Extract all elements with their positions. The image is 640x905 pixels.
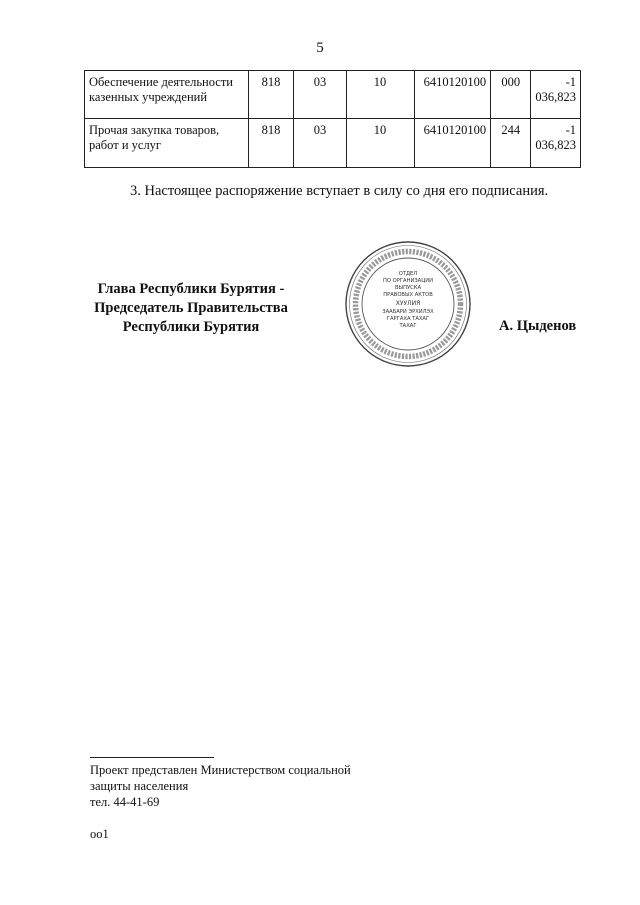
signer-name: А. Цыденов (499, 318, 577, 334)
table-cell-ministry-code: 818 (248, 119, 294, 168)
footnote-line-1: Проект представлен Министерством социальной (90, 763, 351, 777)
footnote-phone: тел. 44-41-69 (90, 795, 160, 809)
table-cell-section: 03 (294, 119, 346, 168)
table-cell-subsection: 10 (346, 71, 414, 119)
table-cell-section: 03 (294, 71, 346, 119)
row-name-line-1: Обеспечение деятельности (89, 75, 234, 89)
seal-text-line-5: ХУУЛИЯ (395, 300, 421, 307)
table-cell-expense-type: 244 (491, 119, 531, 168)
seal-text-line-8: ТАХАГ (399, 323, 417, 329)
seal-text-line-4: ПРАВОВЫХ АКТОВ (383, 292, 433, 298)
seal-text-line-6: ЗААБАРИ ЭРХИЛЭХ (382, 309, 434, 315)
table-row (85, 119, 581, 168)
signer-title-line-2: Председатель Правительства (94, 300, 288, 316)
document-code: оо1 (90, 827, 109, 841)
signer-title (76, 280, 306, 337)
table-cell-ministry-code: 818 (248, 71, 294, 119)
table-cell-subsection: 10 (346, 119, 414, 168)
table-cell-target-article: 6410120100 (414, 71, 491, 119)
table-row (85, 71, 581, 119)
clause-3: 3. Настоящее распоряжение вступает в силу со дня его подписания. (130, 183, 549, 199)
page-number: 5 (316, 40, 324, 56)
signer-title-line-1: Глава Республики Бурятия - (97, 281, 285, 297)
seal-text-line-7: ГАРГАХА ТАХАГ (386, 316, 430, 322)
table-cell-target-article: 6410120100 (414, 119, 491, 168)
footnote-line-2: защиты населения (90, 779, 189, 793)
table-cell-name (85, 119, 249, 168)
signer-title-line-3: Республики Бурятия (122, 319, 260, 335)
footnote-divider (90, 757, 214, 758)
footnote (90, 762, 351, 810)
row-name-line-2: казенных учреждений (89, 90, 208, 104)
seal-text-line-1: ОТДЕЛ (398, 271, 418, 277)
table-cell-expense-type: 000 (491, 71, 531, 119)
table-cell-amount: -1 036,823 (531, 71, 581, 119)
table-cell-amount: -1 036,823 (531, 119, 581, 168)
row-name-line-1: Прочая закупка товаров, (89, 123, 220, 137)
seal-text-line-3: ВЫПУСКА (394, 285, 422, 291)
budget-table (84, 70, 581, 168)
seal-text-line-2: ПО ОРГАНИЗАЦИИ (382, 278, 434, 284)
row-name-line-2: работ и услуг (89, 138, 162, 152)
table-cell-name (85, 71, 249, 119)
official-seal (343, 239, 473, 369)
